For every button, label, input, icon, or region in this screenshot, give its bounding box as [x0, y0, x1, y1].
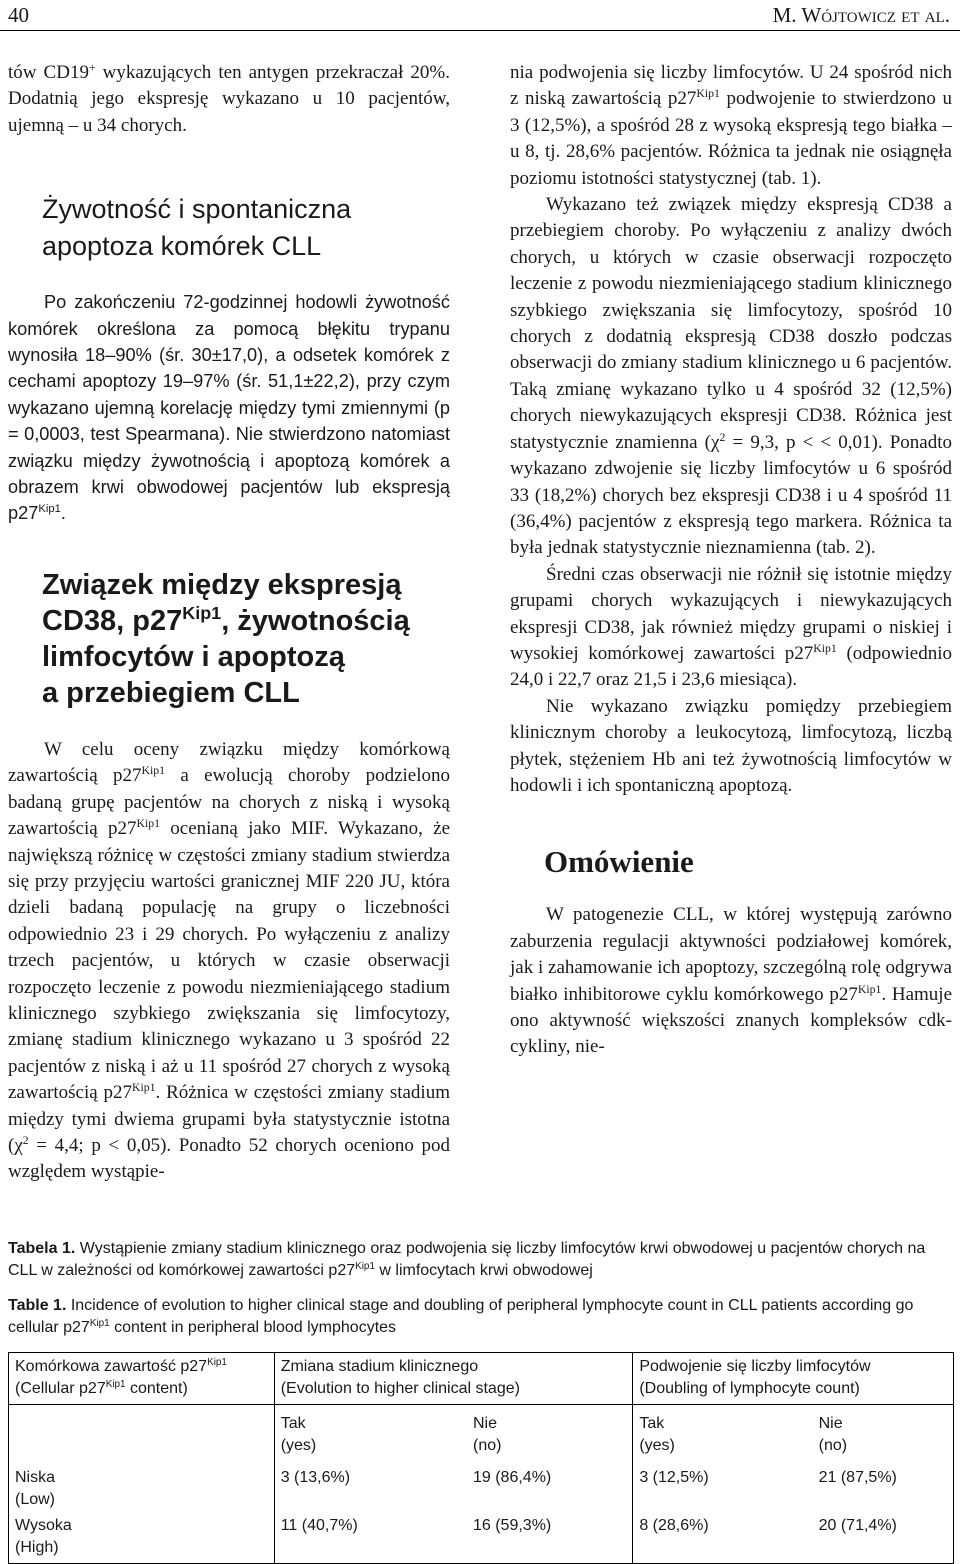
- section-heading-association: Związek między ekspresją CD38, $p27^{Kip1}$, żywotnością limfocytów i apoptozą a przebiegiem CLL: [42, 568, 410, 709]
- paragraph-cd38: Wykazano też związek między ekspresją CD38 a przebiegiem choroby. Po wyłączeniu z analizy dwóch chorych, u których w czasie obserwacji rozpoczęto leczenie z powodu niezmieniającego stadium klinicznego szybkiego zwiększania się limfocytozy, spośród 10 chorych z dodatnią ekspresją CD38 doszło podczas obserwacji do zmiany stadium klinicznego u 6 pacjentów. Taką zmianę wykazano tylko u 4 spośród 32 (12,5%) chorych niewykazujących ekspresji CD38. Różnica jest statystycznie znamienna ($\chi^2 = 9,3$, p < < 0,01). Ponadto wykazano zdwojenie się liczby limfocytów u 6 spośród 33 (18,2%) chorych bez ekspresji CD38 i u 4 spośród 11 (36,4%) pacjentów z ekspresją tego markera. Różnica ta była jednak statystycznie nieznamienna (tab. 2).: [510, 194, 952, 559]
- page-header: [0, 0, 960, 31]
- subheader-no: Nie (no): [472, 1415, 502, 1454]
- table-caption-polish: Tabela 1. Wystąpienie zmiany stadium klinicznego oraz podwojenia się liczby limfocytów krwi obwodowej u pacjentów chorych na CLL w zależności od komórkowej zawartości $p27^{Kip1}$ w limfocytach krwi obwodowej: [8, 1240, 926, 1279]
- paragraph-no-association: Nie wykazano związku pomiędzy przebiegiem klinicznym choroby a leukocytozą, limfocytozą, liczbą płytek, stężeniem Hb ani też żywotnością limfocytów w hodowli i ich spontaniczną apoptozą.: [510, 695, 952, 796]
- section-heading-viability: Żywotność i spontaniczna apoptoza komórek CLL: [42, 194, 352, 262]
- header-lymphocyte-doubling: Podwojenie się liczby limfocytów (Doubling of lymphocyte count): [633, 1353, 954, 1405]
- table-subheader-row: [9, 1405, 954, 1460]
- header-p27: Komórkowa zawartość $p27^{Kip1}$ (Cellular $p27^{Kip1}$ content): [9, 1353, 275, 1405]
- page-number: 40: [8, 3, 29, 27]
- paragraph-viability: Po zakończeniu 72-godzinnej hodowli żywotność komórek określona za pomocą błękitu trypanu wynosiła 18–90% (śr. 30±17,0), a odsetek komórek z cechami apoptozy 19–97% (śr. 51,1±22,2), przy czym wykazano ujemną korelację między tymi zmiennymi (p = 0,0003, test Spearmana). Nie stwierdzono natomiast związku między żywotnością i apoptozą komórek a obrazem krwi obwodowej pacjentów lub ekspresją $p27^{Kip1}$.: [8, 292, 450, 524]
- row-label: Niska (Low): [15, 1469, 56, 1508]
- running-authors: M. Wójtowicz et al.: [772, 3, 950, 27]
- paragraph-discussion: W patogenezie CLL, w której występują zarówno zaburzenia regulacji aktywności podziałowej komórek, jak i zahamowanie ich apoptozy, szczególną rolę odgrywa białko inhibitorowe cyklu komórkowego $p27^{Kip1}$. Hamuje ono aktywność większości znanych kompleksów cdk-cykliny, nie-: [510, 904, 952, 1058]
- section-heading-discussion: Omówienie: [544, 844, 694, 880]
- table-row: [9, 1513, 954, 1564]
- paragraph-continued: tów CD19+ wykazujących ten antygen przekraczał 20%. Dodatnią jego ekspresję wykazano u 10 pacjentów, ujemną – u 34 chorych.: [8, 60, 450, 136]
- paragraph-doubling: nia podwojenia się liczby limfocytów. U 24 spośród nich z niską zawartością $p27^{Kip1}$ podwojenie to stwierdzono u 3 (12,5%), a spośród 28 z wysoką ekspresją tego białka – u 8, tj. 28,6% pacjentów. Różnica ta jednak nie osiągnęła poziomu istotności statystycznej (tab. 1).: [510, 62, 952, 189]
- paragraph-observation-time: Średni czas obserwacji nie różnił się istotnie między grupami chorych wykazujących i niewykazujących ekspresji CD38, jak również między grupami o niskiej i wysokiej komórkowej zawartości $p27^{Kip1}$ (odpowiednio 24,0 i 22,7 oraz 21,5 i 23,6 miesiąca).: [510, 563, 952, 691]
- table-cell: 16 (59,3%): [472, 1517, 552, 1534]
- table-cell: 3 (12,5%): [633, 1459, 813, 1513]
- table-row: [9, 1459, 954, 1513]
- subheader-no: Nie (no): [818, 1415, 848, 1454]
- subheader-yes: Tak (yes): [633, 1405, 813, 1460]
- right-column: [510, 60, 952, 1061]
- table-cell: 20 (71,4%): [818, 1517, 897, 1534]
- table-cell: 19 (86,4%): [472, 1469, 552, 1486]
- subheader-yes: Tak (yes): [274, 1405, 467, 1460]
- row-label: Wysoka (High): [15, 1517, 72, 1556]
- left-column: [8, 60, 450, 1186]
- table-cell: 21 (87,5%): [818, 1469, 897, 1486]
- table-header-row: [9, 1353, 954, 1405]
- paragraph-association: W celu oceny związku między komórkową zawartością $p27^{Kip1}$ a ewolucją choroby podzielono badaną grupę pacjentów na chorych z niską i wysoką zawartością $p27^{Kip1}$ ocenianą jako MIF. Wykazano, że największą różnicę w częstości zmiany stadium stwierdza się przy przyjęciu wartości granicznej MIF 220 JU, która dzieli badaną populację na grupy o liczebności odpowiednio 23 i 29 chorych. Po wyłączeniu z analizy trzech pacjentów, u których w czasie obserwacji rozpoczęto leczenie z powodu niezmieniającego stadium klinicznego szybkiego zwiększania się limfocytozy, zmianę stadium klinicznego wykazano u 3 spośród 22 pacjentów z niską i aż u 11 spośród 27 chorych z wysoką zawartością $p27^{Kip1}$. Różnica w częstości zmiany stadium między tymi dwiema grupami była statystycznie istotna ($\chi^2 = 4,4$; p < 0,05). Ponadto 52 chorych oceniono pod względem wystąpie-: [8, 738, 450, 1183]
- table-cell: 11 (40,7%): [274, 1513, 467, 1564]
- table-cell: 3 (13,6%): [274, 1459, 467, 1513]
- header-stage-change: Zmiana stadium klinicznego (Evolution to higher clinical stage): [274, 1353, 633, 1405]
- results-table: [8, 1352, 954, 1564]
- table-cell: 8 (28,6%): [633, 1513, 813, 1564]
- table-caption-english: Table 1. Incidence of evolution to higher clinical stage and doubling of peripheral lymphocyte count in CLL patients according go cellular $p27^{Kip1}$ content in peripheral blood lymphocytes: [8, 1297, 914, 1336]
